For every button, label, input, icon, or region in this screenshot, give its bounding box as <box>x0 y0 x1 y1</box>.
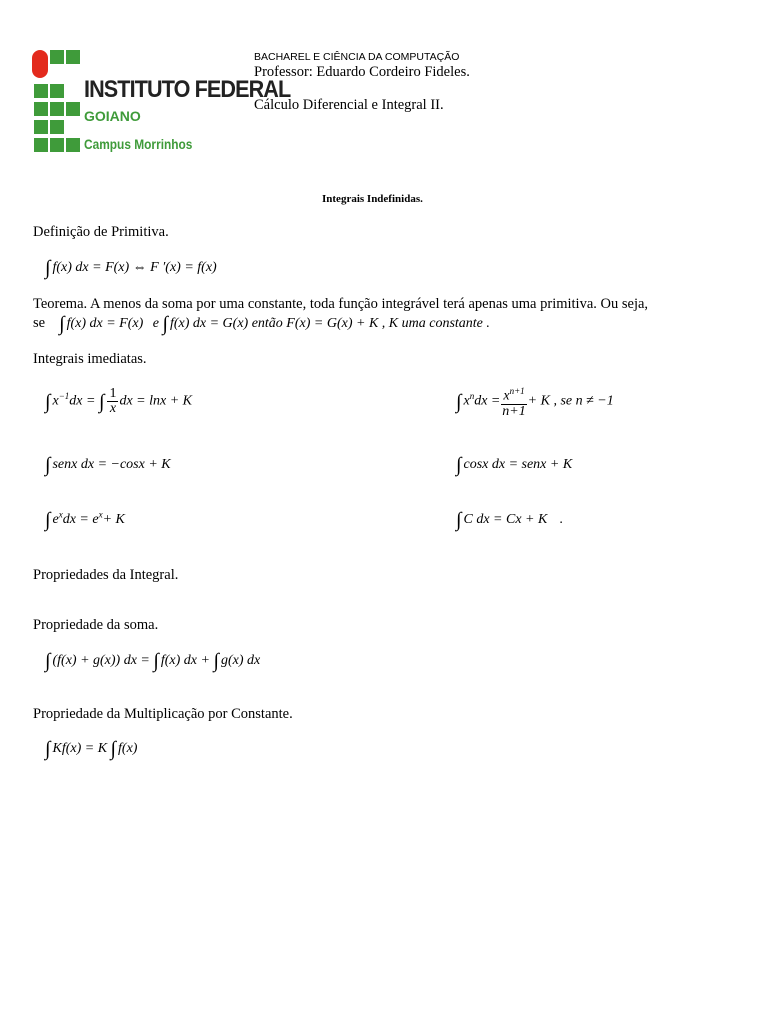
integral-sign: ∫ <box>45 390 51 413</box>
formula-text: dx = <box>474 393 501 409</box>
formula-sine <box>45 454 171 477</box>
formula-text: f(x) <box>118 741 138 756</box>
logo-square <box>50 102 64 116</box>
logo-square <box>34 120 48 134</box>
logo-title: INSTITUTO FEDERAL <box>84 76 291 103</box>
logo-red-dot <box>32 50 48 78</box>
integral-sign: ∫ <box>45 738 51 760</box>
exponent: n+1 <box>509 386 525 396</box>
formula-text: + K <box>102 512 125 527</box>
primitive-heading: Definição de Primitiva. <box>33 224 169 240</box>
integral-sign: ∫ <box>153 650 159 672</box>
page-title: Integrais Indefinidas. <box>322 193 423 205</box>
exponent: x <box>58 509 63 520</box>
integral-sign: ∫ <box>456 454 462 476</box>
theorem-se: se <box>33 315 46 331</box>
mult-formula <box>45 738 137 761</box>
formula-text: + K , se n ≠ −1 <box>527 393 614 409</box>
formula-text: x <box>52 393 59 409</box>
logo-square <box>50 120 64 134</box>
formula-text: f(x) dx = G(x) então F(x) = G(x) + K , K uma constante . <box>169 316 490 331</box>
formula-constant <box>456 509 563 532</box>
denominator: x <box>109 401 117 416</box>
theorem-e: e <box>152 316 159 331</box>
logo-square <box>50 84 64 98</box>
theorem-formula-a <box>59 313 490 335</box>
integral-sign: ∫ <box>456 390 462 413</box>
integral-sign: ∫ <box>45 454 51 476</box>
sum-formula <box>45 650 260 673</box>
logo-campus: Campus Morrinhos <box>84 136 193 152</box>
formula-text: x <box>463 393 470 409</box>
formula-text: dx = <box>69 393 96 409</box>
integral-sign: ∫ <box>45 257 51 279</box>
theorem-text: Teorema. A menos da soma por uma constante, toda função integrável terá apenas uma primitiva. Ou seja, <box>33 296 649 312</box>
logo-square <box>50 50 64 64</box>
formula-text: Kf(x) = K <box>52 741 108 756</box>
primitive-formula <box>45 257 217 280</box>
logo-square <box>34 102 48 116</box>
formula-inverse-x <box>45 387 192 416</box>
denominator: n+1 <box>502 403 526 419</box>
formula-text: g(x) dx <box>220 653 261 668</box>
integral-sign: ∫ <box>45 650 51 672</box>
integral-sign: ∫ <box>98 390 105 413</box>
mult-heading: Propriedade da Multiplicação por Constante. <box>33 706 293 722</box>
integral-sign: ∫ <box>59 313 65 335</box>
exponent: x <box>98 509 103 520</box>
formula-text: dx = lnx + K <box>119 393 192 409</box>
formula-text: f(x) dx + <box>160 653 210 668</box>
formula-text: dx = e <box>62 512 99 527</box>
formula-text: f(x) dx = F(x) ⇔ F ′(x) = f(x) <box>52 260 217 275</box>
exponent: n <box>469 390 475 401</box>
formula-text: cosx dx = senx + K <box>463 457 573 472</box>
formula-text: senx dx = −cosx + K <box>52 457 171 472</box>
subject-name: Cálculo Diferencial e Integral II. <box>254 97 444 113</box>
numerator <box>501 384 526 405</box>
integral-sign: ∫ <box>213 650 219 672</box>
integral-sign: ∫ <box>45 509 51 531</box>
fraction <box>501 384 526 419</box>
fraction <box>107 387 118 416</box>
formula-exponential <box>45 509 125 532</box>
logo-square <box>66 138 80 152</box>
properties-heading: Propriedades da Integral. <box>33 567 179 583</box>
exponent: −1 <box>58 391 70 402</box>
logo-square <box>34 84 48 98</box>
sum-heading: Propriedade da soma. <box>33 617 159 633</box>
formula-text: x <box>503 388 510 404</box>
integral-sign: ∫ <box>162 313 168 335</box>
period: . <box>559 512 563 527</box>
professor-name: Professor: Eduardo Cordeiro Fideles. <box>254 64 470 80</box>
formula-text: C dx = Cx + K <box>463 512 548 527</box>
integral-sign: ∫ <box>110 738 117 760</box>
course-name: BACHAREL E CIÊNCIA DA COMPUTAÇÃO <box>254 51 460 63</box>
theorem-formula <box>33 313 490 336</box>
formula-text: f(x) dx = F(x) <box>66 316 144 331</box>
institute-logo <box>32 46 291 162</box>
integral-sign: ∫ <box>456 509 462 531</box>
formula-text: (f(x) + g(x)) dx = <box>52 653 150 668</box>
logo-square <box>34 138 48 152</box>
formula-text: e <box>52 512 59 527</box>
formula-cosine <box>456 454 572 477</box>
logo-square <box>66 102 80 116</box>
formula-power-rule <box>456 384 614 419</box>
logo-square <box>50 138 64 152</box>
logo-square <box>66 50 80 64</box>
immediate-heading: Integrais imediatas. <box>33 351 147 367</box>
numerator: 1 <box>109 386 117 401</box>
logo-subtitle: GOIANO <box>84 108 141 124</box>
